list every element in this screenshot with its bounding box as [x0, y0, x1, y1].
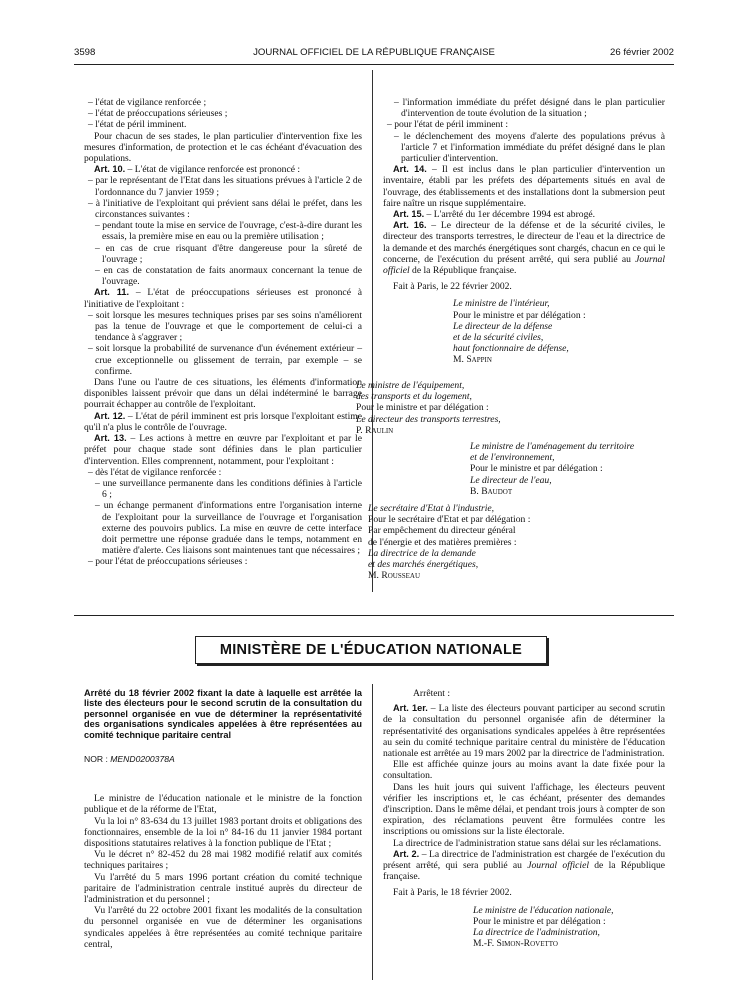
- list-item: – l'état de préoccupations sérieuses ;: [88, 108, 228, 120]
- article-label: Art. 2.: [393, 848, 420, 859]
- signature-block-environment: [470, 441, 670, 497]
- signature-line: La directrice de l'administration,: [473, 927, 600, 939]
- list-item: – à l'initiative de l'exploitant qui prévient sans délai le préfet, dans les circonstances suivantes :: [88, 197, 362, 221]
- signature-block-interior: [383, 298, 665, 365]
- signature-line: Le directeur de l'eau,: [470, 474, 552, 486]
- paragraph: Vu l'arrêté du 5 mars 1996 portant création du comité technique paritaire de l'administration centrale institué auprès du directeur de l'administration et du personnel ;: [84, 871, 362, 906]
- article-10: [84, 164, 362, 175]
- article-13: [84, 433, 362, 467]
- right-column-bottom: [383, 688, 665, 949]
- signature-line: et de la sécurité civiles,: [453, 332, 544, 344]
- arretent: Arrêtent :: [413, 688, 451, 699]
- signature-line: Le directeur des transports terrestres,: [356, 413, 501, 425]
- article-2: [383, 849, 665, 883]
- sub-list-item: – le déclenchement des moyens d'alerte des populations prévus à l'article 7 et l'information immédiate du préfet désigné dans le plan particulier d'intervention.: [394, 130, 665, 165]
- article-16: [383, 220, 665, 276]
- list-item: – par le représentant de l'Etat dans les situations prévues à l'article 2 de l'ordonnance du 7 janvier 1959 ;: [88, 175, 362, 198]
- list-item: – pour l'état de péril imminent :: [387, 119, 509, 131]
- article-label: Art. 10.: [94, 164, 126, 175]
- signatory-name: P. Raulin: [356, 424, 394, 436]
- article-text: – La directrice de l'administration est chargée de l'exécution du présent arrêté, qui sera publié au: [383, 848, 665, 872]
- column-divider-bottom: [372, 684, 373, 980]
- page-header: [74, 47, 674, 61]
- article-11: [84, 287, 362, 309]
- article-text-end: de la République française.: [409, 265, 517, 277]
- signature-line: Pour le ministre et par délégation :: [473, 915, 606, 927]
- article-label: Art. 1er.: [393, 703, 428, 714]
- sub-list-item: – l'information immédiate du préfet désigné dans le plan particulier d'intervention de toute évolution de la situation ;: [394, 97, 665, 120]
- signature-line: Le ministre de l'équipement,: [356, 380, 465, 391]
- decree-title: Arrêté du 18 février 2002 fixant la date à laquelle est arrêtée la liste des électeurs pour le second scrutin de la consultation du personnel organisée en vue de déterminer la représentativité des organisations syndicales appelées à être représentées au comité technique paritaire central: [84, 688, 362, 740]
- signature-line: Le ministre de l'aménagement du territoire: [470, 441, 635, 452]
- signature-line: Pour le ministre et par délégation :: [470, 463, 603, 475]
- signature-line: Le directeur de la défense: [453, 320, 553, 332]
- sub-list-item: – en cas de crue risquant d'être dangereuse pour la sûreté de l'ouvrage ;: [95, 242, 362, 265]
- signatory-name: B. Baudot: [470, 485, 513, 497]
- list-item: – l'état de péril imminent.: [88, 119, 187, 131]
- paragraph: Vu le décret n° 82-452 du 28 mai 1982 modifié relatif aux comités techniques paritaires ;: [84, 849, 362, 872]
- list-item: – dès l'état de vigilance renforcée :: [88, 466, 222, 478]
- article-text: – L'arrêté du 1er décembre 1994 est abrogé.: [424, 209, 596, 221]
- paragraph: Vu la loi n° 83-634 du 13 juillet 1983 portant droits et obligations des fonctionnaires, ensemble de la loi n° 84-16 du 11 janvier 1984 portant dispositions statutaires relatives à la fonction publique de l'Etat ;: [84, 815, 362, 850]
- article-text: – L'état de péril imminent est pris lorsque l'exploitant estime qu'il n'a plus le contrôle de l'ouvrage.: [84, 410, 362, 433]
- sub-list-item: – une surveillance permanente dans les conditions définies à l'article 6 ;: [95, 477, 362, 501]
- nor-label: NOR :: [84, 754, 111, 765]
- article-15: [383, 209, 665, 220]
- paragraph: Elle est affichée quinze jours au moins avant la date fixée pour la consultation.: [383, 759, 665, 782]
- article-text-end: de la République française.: [383, 860, 665, 883]
- journal-reference: Journal officiel: [383, 253, 665, 277]
- signature-line: Le ministre de l'éducation nationale,: [473, 904, 614, 916]
- paragraph: Pour chacun de ses stades, le plan particulier d'intervention fixe les mesures d'information, de protection et le cas échéant d'évacuation des populations.: [84, 130, 362, 165]
- journal-title: JOURNAL OFFICIEL DE LA RÉPUBLIQUE FRANÇAISE: [253, 47, 495, 58]
- paragraph: Vu l'arrêté du 22 octobre 2001 fixant les modalités de la consultation du personnel organisée en vue de déterminer les organisations syndicales appelées à être représentées au comité technique paritaire central,: [84, 905, 362, 950]
- signature-line: Le ministre de l'intérieur,: [453, 298, 550, 310]
- article-text: – L'état de préoccupations sérieuses est prononcé à l'initiative de l'exploitant :: [84, 287, 363, 310]
- list-item: – pour l'état de préoccupations sérieuses :: [88, 556, 248, 568]
- signature-line: Par empêchement du directeur général: [368, 525, 516, 537]
- signature-block-industry: [368, 503, 568, 581]
- article-text: – La liste des électeurs pouvant participer au second scrutin de la consultation du personnel organisée afin de déterminer la représentativité des organisations syndicales appelées à être représentées au sein du comité technique paritaire central du ministère de l'éducation nationale est arrêtée au 19 mars 2002 par la directrice de l'administration.: [383, 703, 665, 760]
- paragraph: Dans l'une ou l'autre de ces situations, les éléments d'information disponibles laissent prévoir que dans un délai indéterminé le barrage pourrait échapper au contrôle de l'exploitant.: [84, 377, 362, 411]
- signature-line: des transports et du logement,: [356, 391, 472, 403]
- paragraph: Dans les huit jours qui suivent l'affichage, les électeurs peuvent vérifier les inscriptions et, le cas échéant, présenter des demandes d'inscription. Dans le même délai, et pendant trois jours à compter de son expiration, des réclamations peuvent être formulées contre les inscriptions ou omissions sur la liste électorale.: [383, 781, 665, 838]
- signatory-name: M. Sappin: [453, 354, 492, 366]
- left-column-top: [84, 97, 362, 568]
- article-text: – Les actions à mettre en œuvre par l'exploitant et par le préfet pour chaque stade sont définies dans le plan particulier d'intervention. Elles comprennent, notamment, pour l'exploitant :: [84, 433, 362, 467]
- article-12: [84, 411, 362, 433]
- issue-date: 26 février 2002: [610, 47, 674, 58]
- article-label: Art. 13.: [94, 433, 127, 444]
- paragraph: Le ministre de l'éducation nationale et le ministre de la fonction publique et de la réforme de l'Etat,: [84, 793, 362, 816]
- right-column-top: [383, 97, 665, 366]
- signature-line: La directrice de la demande: [368, 547, 476, 559]
- signature-line: Pour le secrétaire d'Etat et par délégation :: [368, 514, 531, 526]
- list-item: – soit lorsque les mesures techniques prises par ses soins n'améliorent pas la tenue de l'ouvrage et que le comportement de celui-ci a tendance à s'aggraver ;: [88, 309, 362, 344]
- signature-line: Pour le ministre et par délégation :: [356, 402, 489, 414]
- signature-line: haut fonctionnaire de défense,: [453, 343, 569, 355]
- left-column-bottom: [84, 688, 362, 950]
- article-1: [383, 703, 665, 759]
- signing-place-date: Fait à Paris, le 18 février 2002.: [393, 887, 512, 899]
- article-label: Art. 12.: [94, 410, 126, 421]
- ministry-heading: MINISTÈRE DE L'ÉDUCATION NATIONALE: [195, 636, 547, 664]
- list-item: – soit lorsque la probabilité de survenance d'un événement extérieur – crue exceptionnelle ou glissement de terrain, par exemple – se confirme.: [88, 343, 362, 377]
- nor-code: MEND0200378A: [110, 754, 175, 765]
- signature-line: et de l'environnement,: [470, 452, 555, 464]
- header-rule: [74, 64, 674, 65]
- signature-line: et des marchés énergétiques,: [368, 559, 479, 571]
- article-text: – L'état de vigilance renforcée est prononcé :: [125, 164, 301, 176]
- signing-place-date: Fait à Paris, le 22 février 2002.: [393, 281, 512, 293]
- article-label: Art. 11.: [94, 287, 130, 298]
- signature-block-equipment: [356, 380, 506, 436]
- signature-line: Le secrétaire d'Etat à l'industrie,: [368, 503, 495, 514]
- page-number: 3598: [74, 47, 96, 58]
- article-label: Art. 16.: [393, 220, 427, 231]
- section-rule: [74, 615, 674, 616]
- signatory-name: M. Rousseau: [368, 570, 421, 582]
- signature-line: de l'énergie et des matières premières :: [368, 536, 517, 548]
- journal-reference: Journal officiel: [527, 860, 589, 872]
- signatory-name: M.-F. Simon-Rovetto: [473, 938, 558, 950]
- list-item: – l'état de vigilance renforcée ;: [88, 97, 207, 108]
- article-text: – Le directeur de la défense et de la sécurité civiles, le directeur des transports terrestres, le directeur de l'eau et la directrice de la demande et des marchés énergétiques sont chargés, chacun en ce qui le concerne, de l'exécution du présent arrêté, qui sera publié au: [383, 220, 665, 265]
- nor-reference: [84, 754, 362, 765]
- sub-list-item: – en cas de constatation de faits anormaux concernant la tenue de l'ouvrage.: [95, 265, 362, 288]
- paragraph: La directrice de l'administration statue sans délai sur les réclamations.: [393, 837, 662, 849]
- signature-line: Pour le ministre et par délégation :: [453, 309, 586, 321]
- sub-list-item: – pendant toute la mise en service de l'ouvrage, c'est-à-dire durant les essais, la première mise en eau ou la première utilisation ;: [95, 220, 362, 243]
- article-label: Art. 14.: [393, 164, 427, 175]
- article-14: [383, 164, 665, 209]
- signature-block-education: [383, 905, 665, 950]
- article-label: Art. 15.: [393, 209, 425, 220]
- sub-list-item: – un échange permanent d'informations entre l'organisation interne de l'exploitant pour la surveillance de l'ouvrage et l'organisation externe des pouvoirs publics. La mise en œuvre de cette interface doit permettre une réponse graduée dans le temps, notamment en matière d'alerte. Ces liaisons sont maintenues tant que nécessaires ;: [95, 500, 362, 557]
- article-text: – Il est inclus dans le plan particulier d'intervention un inventaire, établi par les préfets des départements situés en aval de l'ouvrage, des établissements et des installations dont la submersion peut faire naître un risque supplémentaire.: [383, 164, 665, 209]
